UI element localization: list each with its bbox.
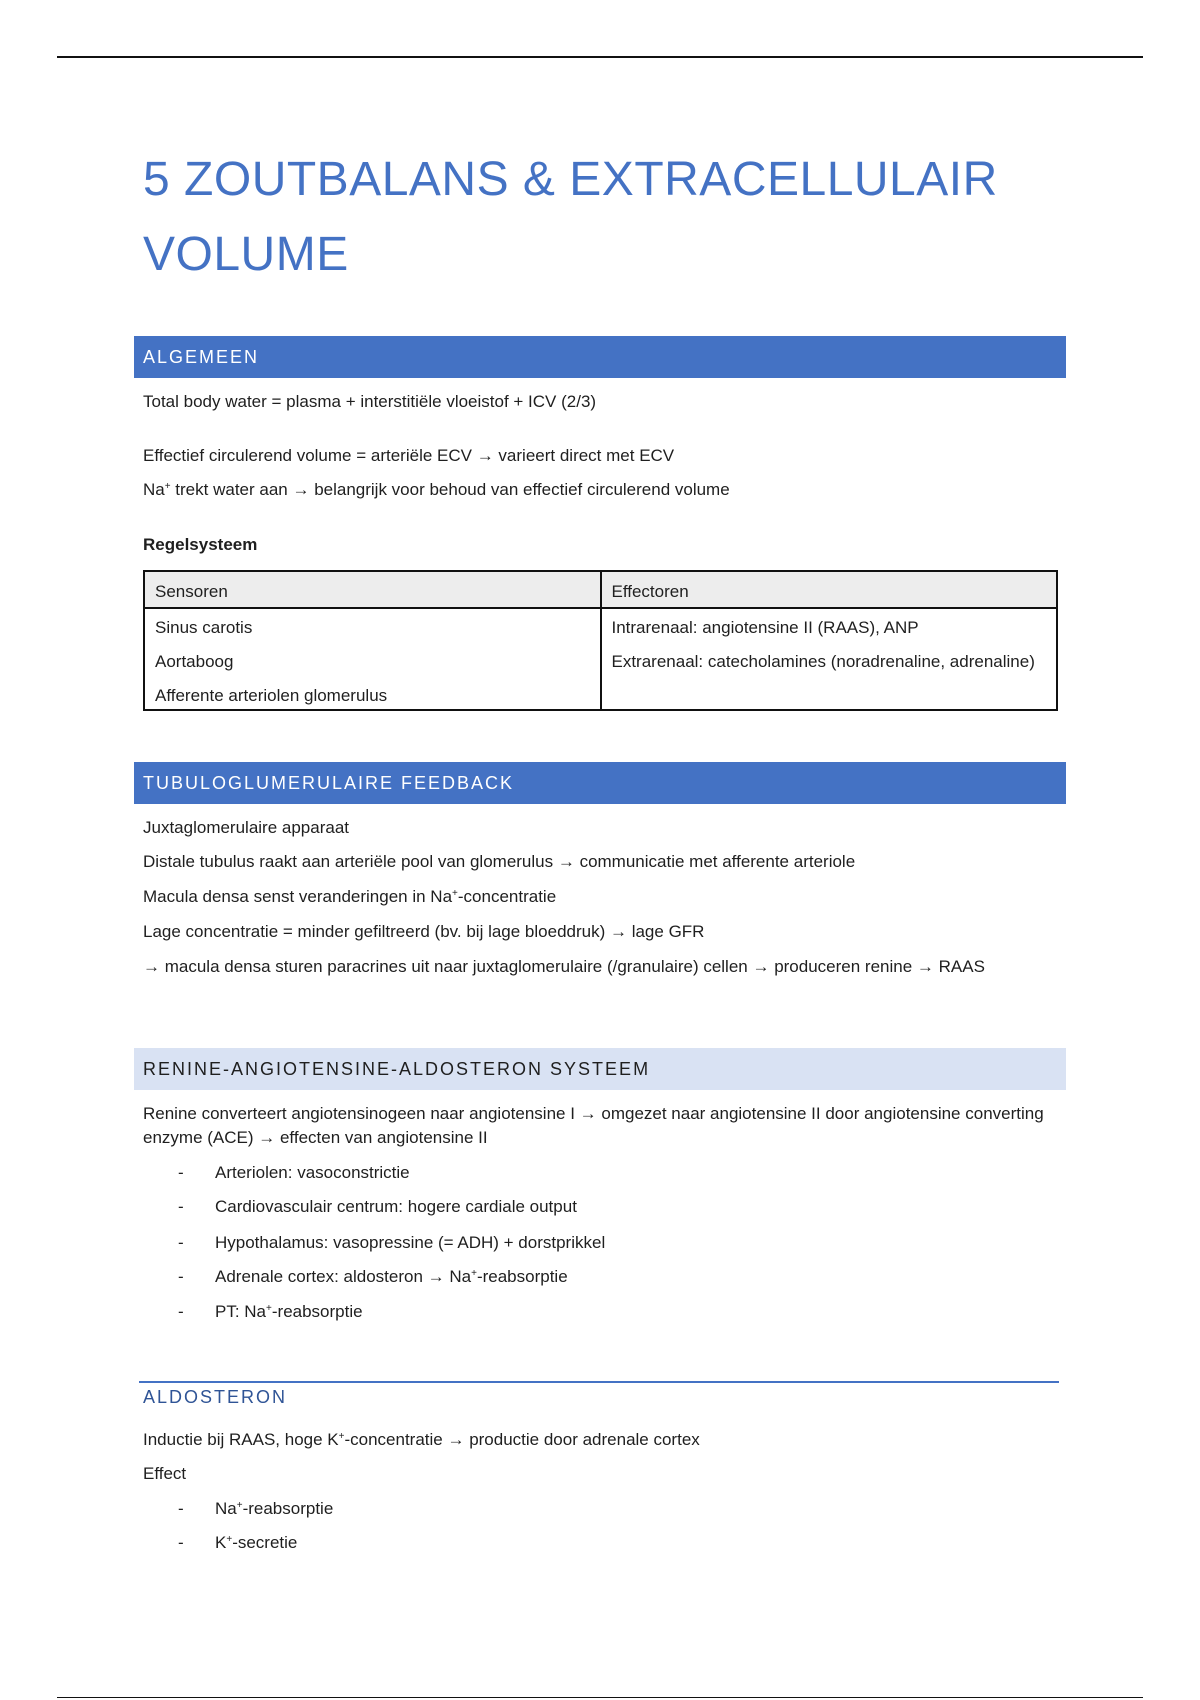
bullet-marker: -	[178, 1197, 184, 1216]
bullet-marker: -	[178, 1533, 184, 1552]
table-header-effectoren: Effectoren	[601, 571, 1058, 608]
superscript: +	[266, 1303, 272, 1314]
bullet-marker: -	[178, 1267, 184, 1286]
section-heading-algemeen: ALGEMEEN	[134, 336, 1066, 378]
sensor-item: Aortaboog	[155, 652, 234, 671]
tgf-line-distale-tubulus: Distale tubulus raakt aan arteriële pool van glomerulus → communicatie met afferente arteriole	[143, 852, 856, 871]
tgf-line-macula-densa	[143, 885, 556, 909]
superscript: +	[164, 481, 171, 492]
sensor-item: Sinus carotis	[155, 618, 253, 637]
bullet-marker: -	[178, 1499, 184, 1518]
section-heading-tgf: TUBULOGLUMERULAIRE FEEDBACK	[134, 762, 1066, 804]
text-span: trekt water aan → belangrijk voor behoud van effectief circulerend volume	[170, 480, 730, 499]
table-row	[144, 608, 1057, 710]
text-span: -concentratie → productie door adrenale cortex	[344, 1430, 700, 1449]
superscript: +	[236, 1500, 243, 1511]
regelsysteem-table	[143, 570, 1058, 711]
algemeen-line-total-body-water: Total body water = plasma + interstitiële vloeistof + ICV (2/3)	[143, 392, 597, 411]
page-title: 5 ZOUTBALANS & EXTRACELLULAIR VOLUME	[143, 153, 998, 281]
algemeen-line-natrium	[143, 478, 730, 502]
text-span: Macula densa senst veranderingen in Na	[143, 887, 453, 906]
aldosteron-bullet-k	[215, 1531, 297, 1555]
text-span: K	[215, 1533, 227, 1552]
bullet-marker: -	[178, 1302, 184, 1321]
section-heading-raas: RENINE-ANGIOTENSINE-ALDOSTERON SYSTEEM	[134, 1048, 1066, 1090]
superscript: +	[226, 1534, 233, 1545]
aldosteron-effect-label: Effect	[143, 1464, 187, 1483]
raas-bullet-hypothalamus: Hypothalamus: vasopressine (= ADH) + dorstprikkel	[215, 1233, 606, 1252]
bullet-marker: -	[178, 1163, 184, 1182]
text-span: Inductie bij RAAS, hoge K	[143, 1430, 339, 1449]
text-span: Adrenale cortex: aldosteron → Na	[215, 1267, 472, 1286]
effector-item: Intrarenaal: angiotensine II (RAAS), ANP	[611, 618, 919, 637]
regelsysteem-label: Regelsysteem	[143, 535, 258, 554]
aldosteron-line-inductie	[143, 1428, 700, 1452]
superscript: +	[338, 1431, 345, 1442]
raas-bullet-adrenale-cortex	[215, 1265, 568, 1289]
page-top-rule	[57, 56, 1143, 58]
raas-bullet-arteriolen: Arteriolen: vasoconstrictie	[215, 1163, 410, 1182]
superscript: +	[471, 1268, 477, 1279]
tgf-line-lage-concentratie: Lage concentratie = minder gefiltreerd (bv. bij lage bloeddruk) → lage GFR	[143, 922, 705, 941]
text-span: Na	[143, 480, 165, 499]
raas-intro: Renine converteert angiotensinogeen naar angiotensine I → omgezet naar angiotensine II door angiotensine converting enzyme (ACE) → effecten van angiotensine II	[143, 1104, 1044, 1147]
sensor-item: Afferente arteriolen glomerulus	[155, 686, 388, 705]
text-span: -secretie	[232, 1533, 298, 1552]
superscript: +	[452, 888, 458, 899]
algemeen-line-effectief-volume: Effectief circulerend volume = arteriële ECV → varieert direct met ECV	[143, 446, 675, 465]
raas-bullet-cardiovasculair: Cardiovasculair centrum: hogere cardiale output	[215, 1197, 577, 1216]
text-span: PT: Na	[215, 1302, 267, 1321]
text-span: -reabsorptie	[476, 1267, 568, 1286]
raas-bullet-pt	[215, 1300, 363, 1324]
text-span: -reabsorptie	[242, 1499, 334, 1518]
effectoren-cell	[601, 608, 1058, 710]
section-heading-aldosteron: ALDOSTERON	[143, 1387, 288, 1407]
effector-item: Extrarenaal: catecholamines (noradrenaline, adrenaline)	[611, 652, 1035, 671]
aldosteron-bullet-na	[215, 1497, 333, 1521]
text-span: -reabsorptie	[271, 1302, 363, 1321]
aldosteron-rule	[139, 1381, 1059, 1383]
bullet-marker: -	[178, 1233, 184, 1252]
tgf-line-paracrines: → macula densa sturen paracrines uit naar juxtaglomerulaire (/granulaire) cellen → produceren renine → RAAS	[143, 957, 985, 976]
tgf-line-juxtaglomerulaire: Juxtaglomerulaire apparaat	[143, 818, 350, 837]
text-span: Na	[215, 1499, 237, 1518]
sensoren-cell	[144, 608, 601, 710]
text-span: -concentratie	[457, 887, 557, 906]
table-header-sensoren: Sensoren	[144, 571, 601, 608]
table-header-row	[144, 571, 1057, 608]
page-bottom-rule	[57, 1697, 1143, 1698]
